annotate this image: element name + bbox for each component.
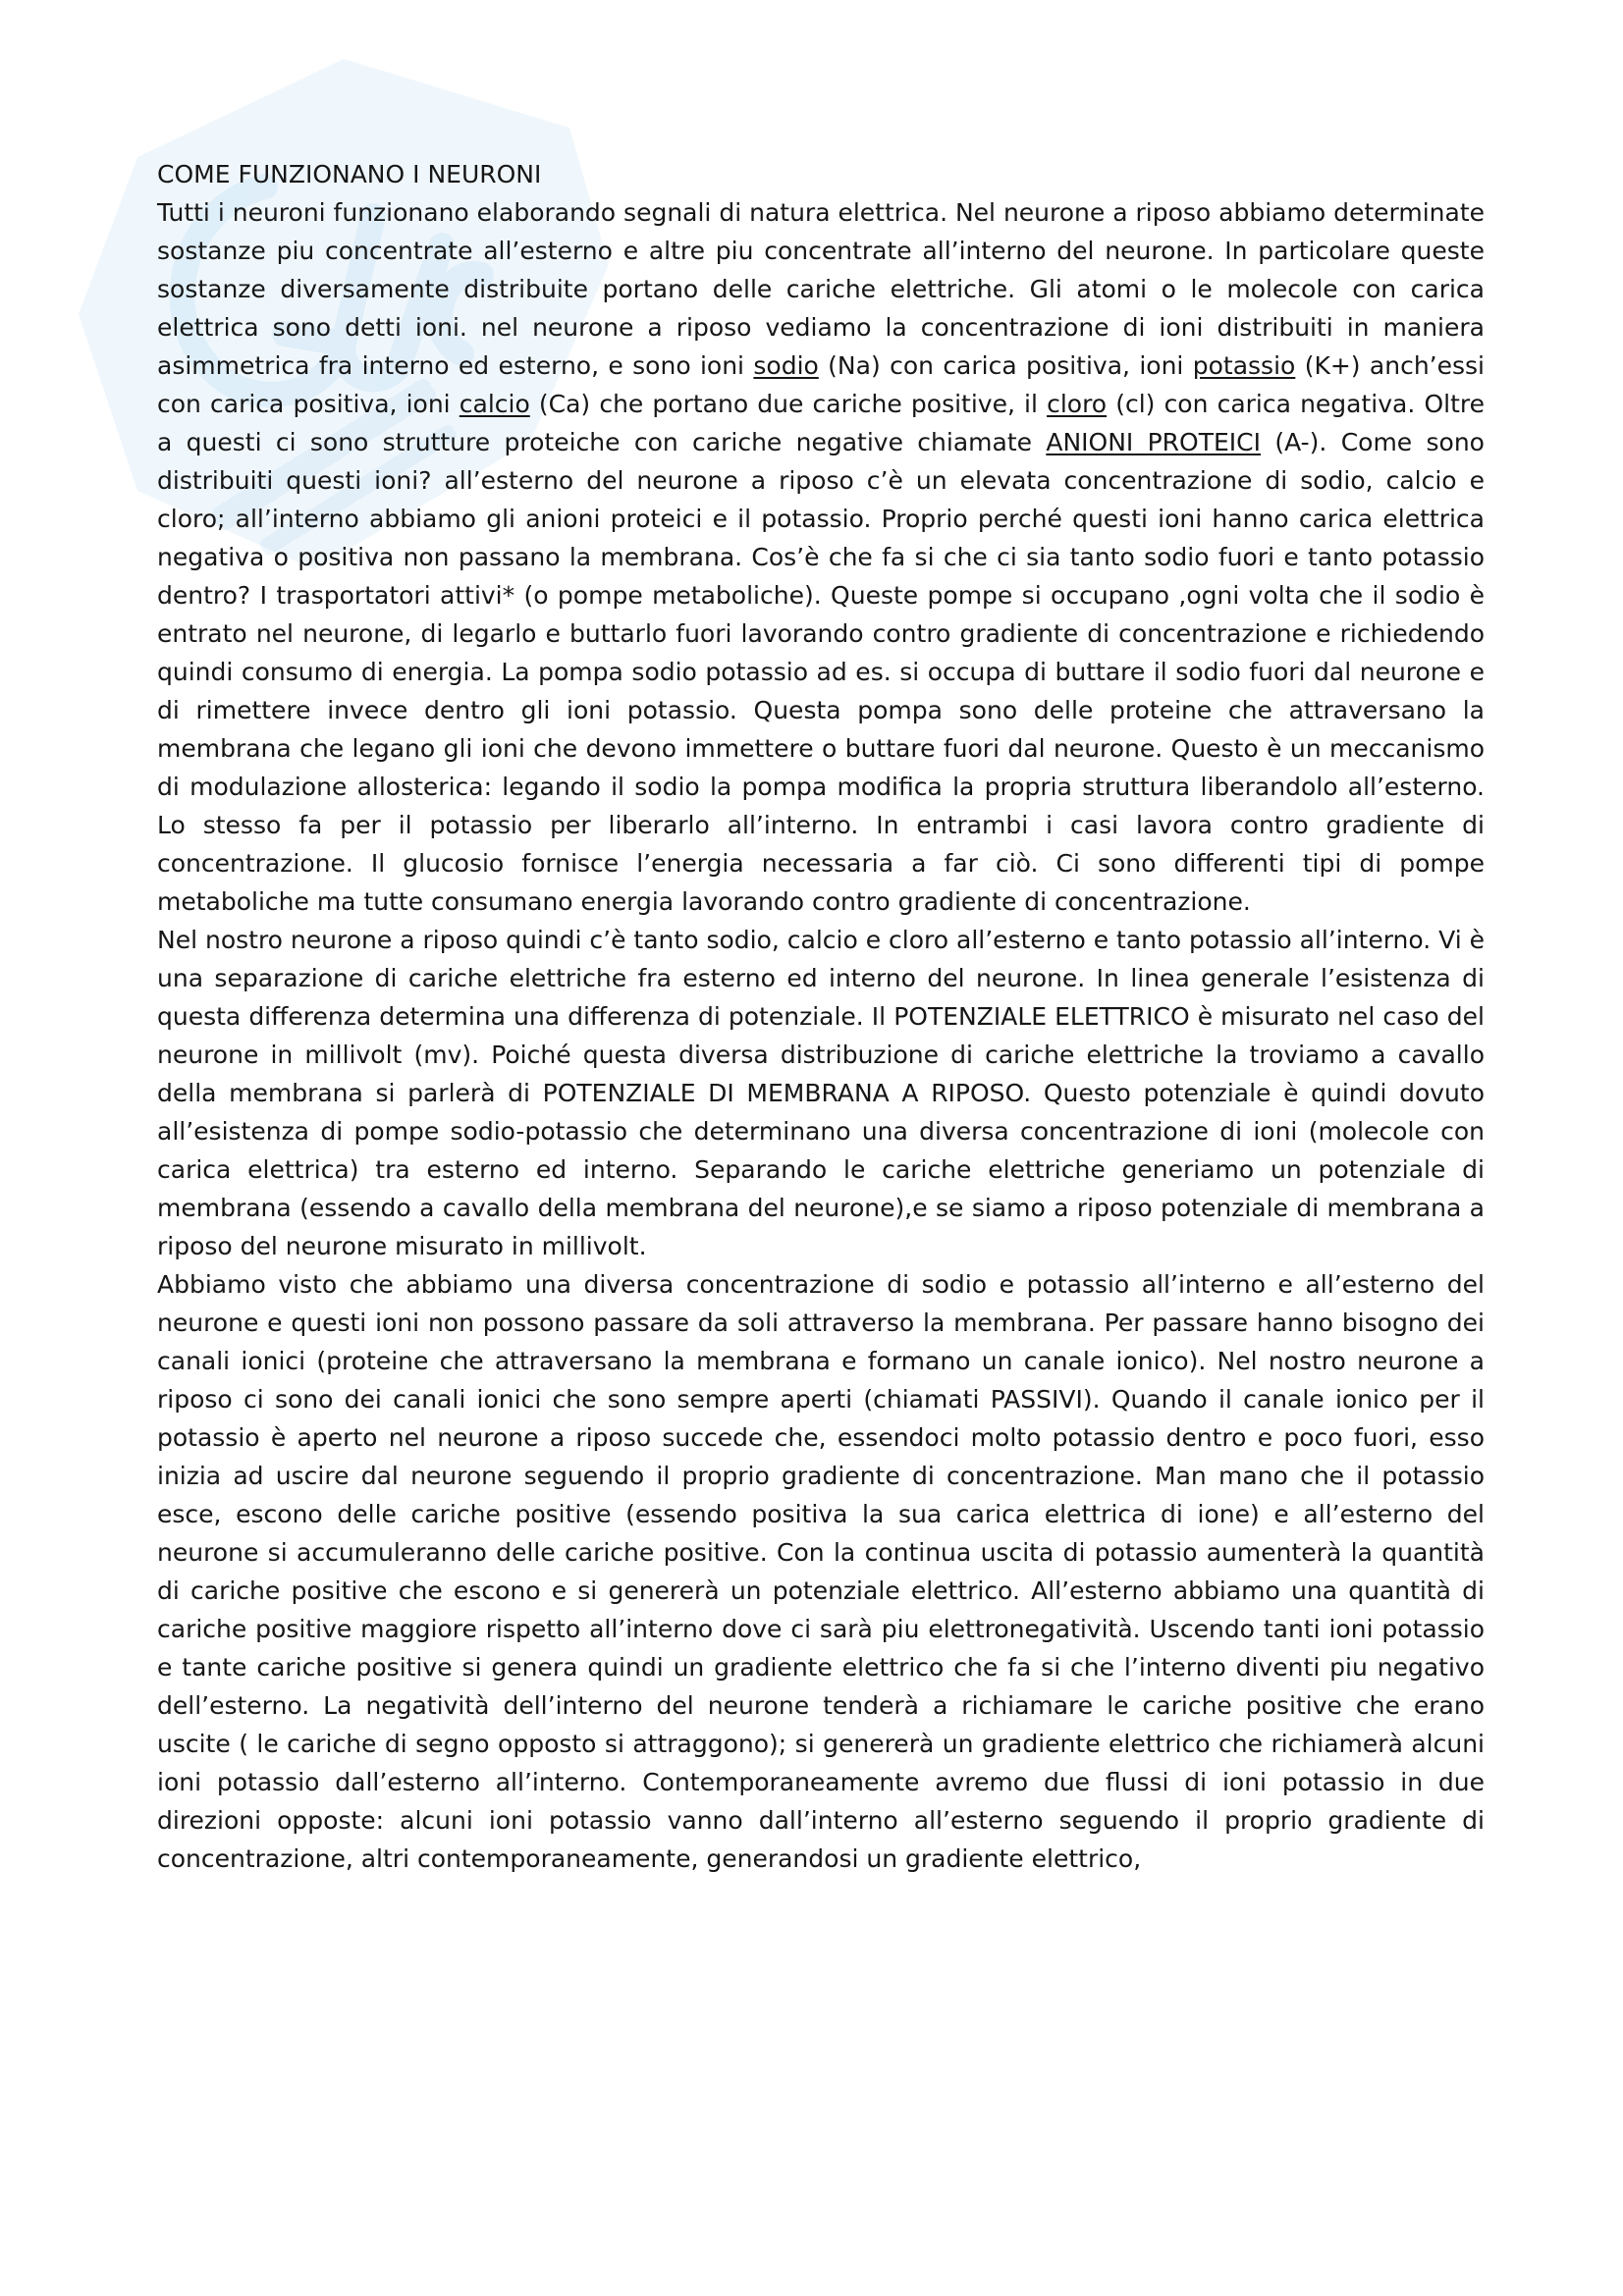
- term-anioni-proteici: ANIONI PROTEICI: [1046, 428, 1261, 456]
- text-segment: Tutti i neuroni funzionano elaborando segnali di natura elettrica. Nel neurone a riposo abbiamo determinate sostanze piu concentrate all’esterno e altre piu concentrate all’interno del neurone. In particolare queste sostanze diversamente distribuite portano delle cariche elettriche. Gli atomi o le molecole con carica elettrica sono detti ioni. nel neurone a riposo vediamo la concentrazione di ioni distribuiti in maniera asimmetrica fra interno ed esterno, e sono ioni: [157, 198, 1485, 380]
- text-segment: (K+) anch’essi con carica positiva, ioni: [157, 351, 1485, 418]
- text-segment: (Ca) che portano due cariche positive, il: [529, 390, 1048, 418]
- term-calcio: calcio: [459, 390, 530, 418]
- text-segment: (A-). Come sono distribuiti questi ioni? all’esterno del neurone a riposo c’è un elevata concentrazione di sodio, calcio e cloro; all’interno abbiamo gli anioni proteici e il potassio. Proprio perché questi ioni hanno carica elettrica negativa o positiva non passano la membrana. Cos’è che fa si che ci sia tanto sodio fuori e tanto potassio dentro? I trasportatori attivi* (o pompe metaboliche). Queste pompe si occupano ,ogni volta che il sodio è entrato nel neurone, di legarlo e buttarlo fuori lavorando contro gradiente di concentrazione e richiedendo quindi consumo di energia. La pompa sodio potassio ad es. si occupa di buttare il sodio fuori dal neurone e di rimettere invece dentro gli ioni potassio. Questa pompa sono delle proteine che attraversano la membrana che legano gli ioni che devono immettere o buttare fuori dal neurone. Questo è un meccanismo di modulazione allosterica: legando il sodio la pompa modifica la propria struttura liberandolo all’esterno. Lo stesso fa per il potassio per liberarlo all’interno. In entrambi i casi lavora contro gradiente di concentrazione. Il glucosio fornisce l’energia necessaria a far ciò. Ci sono differenti tipi di pompe metaboliche ma tutte consumano energia lavorando contro gradiente di concentrazione.: [157, 428, 1485, 916]
- text-segment: (Na) con carica positiva, ioni: [818, 351, 1193, 380]
- paragraph-1: [157, 193, 1485, 921]
- document-body: [157, 155, 1485, 1878]
- text-segment: (cl) con carica negativa. Oltre a questi ci sono strutture proteiche con cariche negative chiamate: [157, 390, 1485, 456]
- text-segment: Abbiamo visto che abbiamo una diversa concentrazione di sodio e potassio all’interno e all’esterno del neurone e questi ioni non possono passare da soli attraverso la membrana. Per passare hanno bisogno dei canali ionici (proteine che attraversano la membrana e formano un canale ionico). Nel nostro neurone a riposo ci sono dei canali ionici che sono sempre aperti (chiamati PASSIVI). Quando il canale ionico per il potassio è aperto nel neurone a riposo succede che, essendoci molto potassio dentro e poco fuori, esso inizia ad uscire dal neurone seguendo il proprio gradiente di concentrazione. Man mano che il potassio esce, escono delle cariche positive (essendo positiva la sua carica elettrica di ione) e all’esterno del neurone si accumuleranno delle cariche positive. Con la continua uscita di potassio aumenterà la quantità di cariche positive che escono e si genererà un potenziale elettrico. All’esterno abbiamo una quantità di cariche positive maggiore rispetto all’interno dove ci sarà piu elettronegatività. Uscendo tanti ioni potassio e tante cariche positive si genera quindi un gradiente elettrico che fa si che l’interno diventi piu negativo dell’esterno. La negatività dell’interno del neurone tenderà a richiamare le cariche positive che erano uscite ( le cariche di segno opposto si attraggono); si genererà un gradiente elettrico che richiamerà alcuni ioni potassio dall’esterno all’interno. Contemporaneamente avremo due flussi di ioni potassio in due direzioni opposte: alcuni ioni potassio vanno dall’interno all’esterno seguendo il proprio gradiente di concentrazione, altri contemporaneamente, generandosi un gradiente elettrico,: [157, 1270, 1485, 1873]
- term-cloro: cloro: [1047, 390, 1108, 418]
- term-potassio: potassio: [1192, 351, 1296, 380]
- document-title: COME FUNZIONANO I NEURONI: [157, 160, 542, 188]
- term-sodio: sodio: [753, 351, 819, 380]
- text-segment: Nel nostro neurone a riposo quindi c’è tanto sodio, calcio e cloro all’esterno e tanto potassio all’interno. Vi è una separazione di cariche elettriche fra esterno ed interno del neurone. In linea generale l’esistenza di questa differenza determina una differenza di potenziale. Il POTENZIALE ELETTRICO è misurato nel caso del neurone in millivolt (mv). Poiché questa diversa distribuzione di cariche elettriche la troviamo a cavallo della membrana si parlerà di POTENZIALE DI MEMBRANA A RIPOSO. Questo potenziale è quindi dovuto all’esistenza di pompe sodio-potassio che determinano una diversa concentrazione di ioni (molecole con carica elettrica) tra esterno ed interno. Separando le cariche elettriche generiamo un potenziale di membrana (essendo a cavallo della membrana del neurone),e se siamo a riposo potenziale di membrana a riposo del neurone misurato in millivolt.: [157, 926, 1485, 1260]
- paragraph-3: [157, 1265, 1485, 1878]
- paragraph-2: [157, 921, 1485, 1265]
